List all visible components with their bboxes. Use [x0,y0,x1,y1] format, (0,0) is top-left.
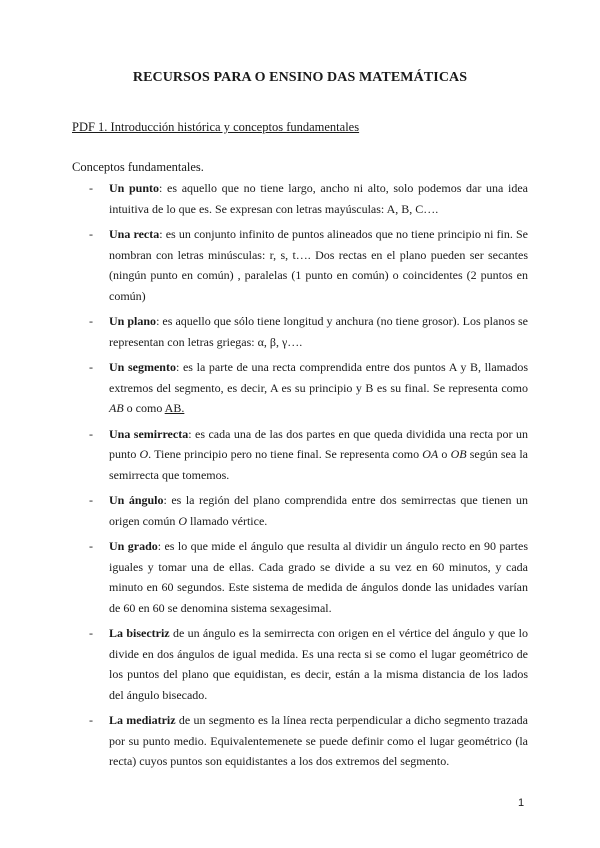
definition-cont: o como [123,401,165,415]
bullet-dash: - [89,493,93,507]
list-item-angulo [72,490,528,531]
notation: OA [422,447,439,461]
bullet-dash: - [89,426,93,441]
notation: OB [450,447,467,461]
bullet-dash: - [89,360,93,374]
intro-text: Conceptos fundamentales. [72,160,204,174]
list-item-plano [72,311,528,352]
definition-end: según sea la semirrecta que tomemos. [109,447,528,482]
term: La mediatriz [109,713,176,727]
bullet-dash: - [89,227,93,241]
list-item-segmento [72,357,528,419]
term: Una recta [109,227,160,241]
list-item-recta [72,224,528,306]
definition-cont: o [438,447,451,461]
term: Un plano [109,314,157,328]
section-subtitle: PDF 1. Introducción histórica y conceptos fundamentales [72,120,360,134]
term: Un punto [109,181,160,195]
bullet-dash: - [89,626,93,640]
list-item-punto [72,178,528,219]
definition: : es la parte de una recta comprendida entre dos puntos A y B, llamados extremos del segmento, es decir, A es su principio y B es su final. Se representa como [109,360,529,395]
term: Un grado [109,539,158,553]
definition: : es aquello que no tiene largo, ancho ni alto, solo podemos dar una idea intuitiva de lo que es. Se expresan con letras mayúsculas: A, B, C…. [109,181,529,216]
notation: O [178,513,187,528]
term: La bisectriz [109,626,170,640]
bullet-dash: - [89,539,93,553]
definition-end: llamado vértice. [187,513,268,528]
bullet-dash: - [89,713,93,727]
bullet-dash: - [89,181,93,195]
definition: : es cada una de las dos partes en que queda dividida una recta por un punto [109,426,528,461]
term: Una semirrecta [109,426,189,441]
page-title: RECURSOS PARA O ENSINO DAS MATEMÁTICAS [132,70,468,85]
page-number: 1 [518,797,525,809]
notation: AB. [164,401,185,415]
list-item-mediatriz [72,710,528,772]
definition: : es lo que mide el ángulo que resulta al dividir un ángulo recto en 90 partes iguales y tomar una de ellas. Cada grado se divide a su vez en 60 minutos, y cada minuto en 60 segundos. Este sistema de medida de ángulos donde las unidades varían de 60 en 60 se denomina sistema sexagesimal. [109,539,528,615]
definition: : es la región del plano comprendida entre dos semirrectas que tienen un origen común [109,493,528,528]
definition: : es un conjunto infinito de puntos alineados que no tiene principio ni fin. Se nombran con letras minúsculas: r, s, t…. Dos rectas en el plano pueden ser secantes (ningún punto en común) , paralelas (1 punto en común) o coincidentes (2 puntos en común) [109,227,528,303]
list-item-semirrecta [72,424,528,486]
list-item-grado [72,536,528,618]
term: Un ángulo [109,493,164,507]
definition-cont: . Tiene principio pero no tiene final. Se representa como [148,447,423,461]
notation: O [139,447,149,461]
term: Un segmento [109,360,176,374]
definition: de un segmento es la línea recta perpendicular a dicho segmento trazada por su punto medio. Equivalentemenete se puede definir como el lugar geométrico (la recta) cuyos puntos son equidistantes a los dos extremos del segmento. [109,713,528,768]
concept-list [72,178,528,777]
definition: : es aquello que sólo tiene longitud y anchura (no tiene grosor). Los planos se representan con letras griegas: α, β, γ…. [109,314,529,349]
list-item-bisectriz [72,623,528,705]
bullet-dash: - [89,314,93,328]
definition: de un ángulo es la semirrecta con origen en el vértice del ángulo y que lo divide en dos ángulos de igual medida. Es una recta si se como el lugar geométrico de los puntos del plano que equidistan, es decir, están a la misma distancia de los lados del ángulo bisecado. [109,626,528,702]
notation: AB [109,401,124,415]
